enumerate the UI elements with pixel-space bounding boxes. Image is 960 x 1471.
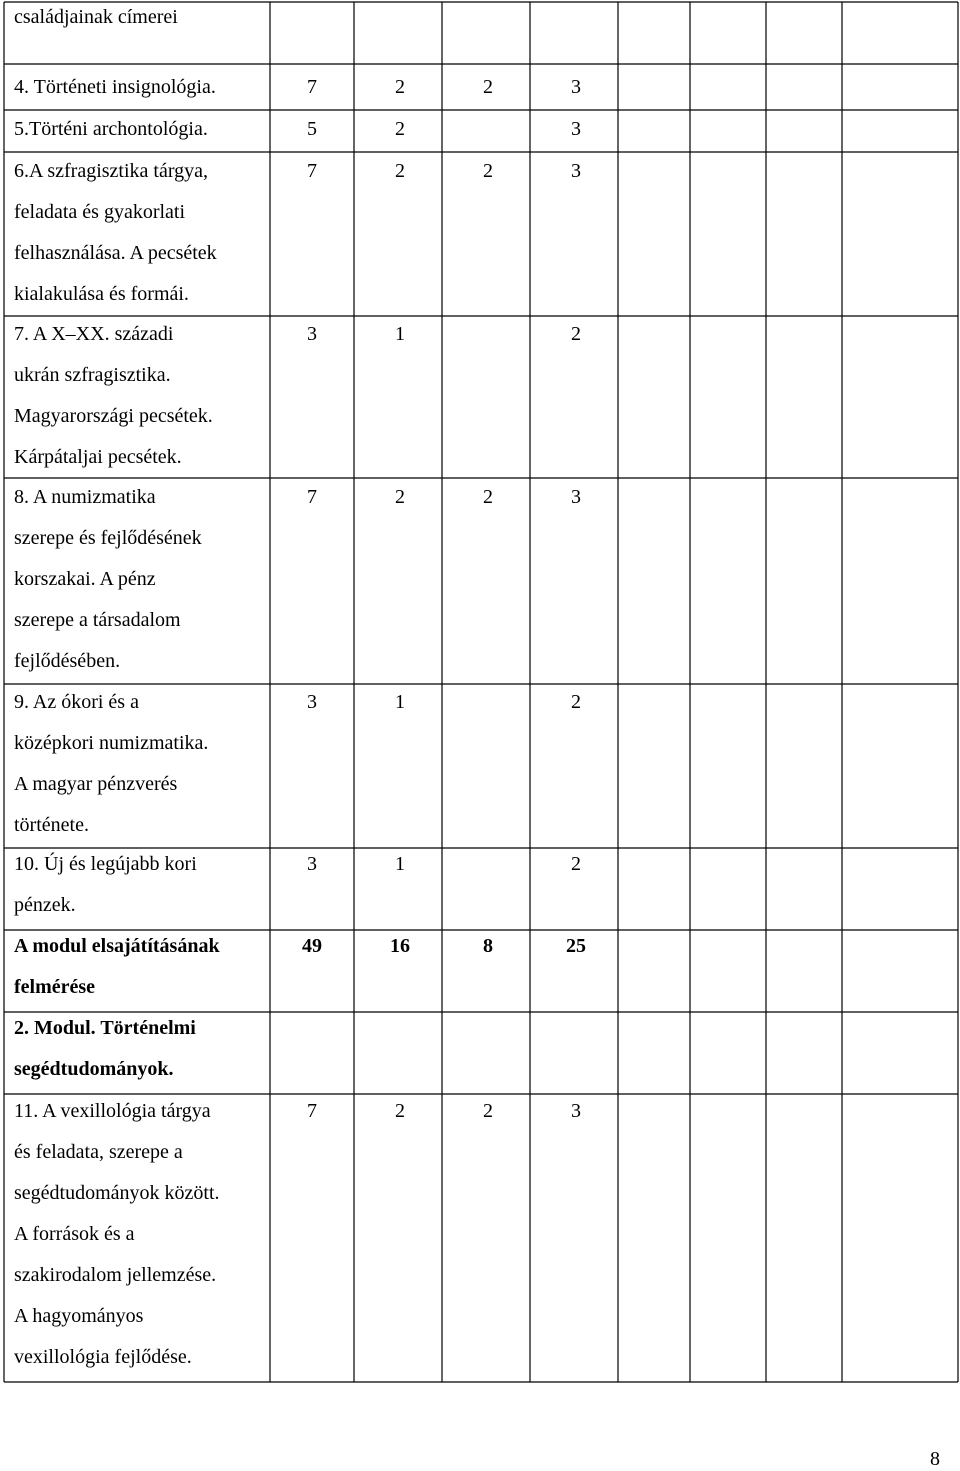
row-5-label-line-3: szerepe a társadalom xyxy=(14,609,181,631)
row-3-value-1: 2 xyxy=(395,160,405,182)
row-5-value-3: 3 xyxy=(571,486,581,508)
row-6-label-line-0: 9. Az ókori és a xyxy=(14,691,139,713)
row-8-value-0: 49 xyxy=(302,935,322,957)
row-1-value-2: 2 xyxy=(483,76,493,98)
page-number: 8 xyxy=(930,1448,940,1470)
row-8-value-1: 16 xyxy=(390,935,410,957)
row-2-value-1: 2 xyxy=(395,118,405,140)
row-10-value-0: 7 xyxy=(307,1100,317,1122)
row-10-label-line-0: 11. A vexillológia tárgya xyxy=(14,1100,211,1122)
row-1-value-3: 3 xyxy=(571,76,581,98)
row-10-value-1: 2 xyxy=(395,1100,405,1122)
row-5-label-line-2: korszakai. A pénz xyxy=(14,568,156,590)
row-1-value-0: 7 xyxy=(307,76,317,98)
row-6-value-0: 3 xyxy=(307,691,317,713)
row-3-label-line-0: 6.A szfragisztika tárgya, xyxy=(14,160,209,182)
row-5-value-2: 2 xyxy=(483,486,493,508)
row-3-value-3: 3 xyxy=(571,160,581,182)
row-10-value-2: 2 xyxy=(483,1100,493,1122)
row-4-value-1: 1 xyxy=(395,323,405,345)
row-2-value-3: 3 xyxy=(571,118,581,140)
row-6-value-3: 2 xyxy=(571,691,581,713)
row-10-label-line-6: vexillológia fejlődése. xyxy=(14,1346,192,1368)
row-6-label-line-3: története. xyxy=(14,814,89,836)
row-6-label-line-1: középkori numizmatika. xyxy=(14,732,209,754)
row-6-label-line-2: A magyar pénzverés xyxy=(14,773,178,795)
row-4-value-0: 3 xyxy=(307,323,317,345)
row-5-label-line-0: 8. A numizmatika xyxy=(14,486,156,508)
row-5-value-0: 7 xyxy=(307,486,317,508)
row-0-label-line-0: családjainak címerei xyxy=(14,6,178,28)
row-3-label-line-1: feladata és gyakorlati xyxy=(14,201,186,223)
row-4-label-line-2: Magyarországi pecsétek. xyxy=(14,405,213,427)
row-8-value-3: 25 xyxy=(566,935,586,957)
row-1-value-1: 2 xyxy=(395,76,405,98)
row-9-label-line-0: 2. Modul. Történelmi xyxy=(14,1017,196,1039)
row-3-label-line-2: felhasználása. A pecsétek xyxy=(14,242,217,264)
row-4-label-line-3: Kárpátaljai pecsétek. xyxy=(14,446,182,468)
row-10-label-line-5: A hagyományos xyxy=(14,1305,144,1327)
row-9-label-line-1: segédtudományok. xyxy=(14,1058,174,1080)
row-7-value-1: 1 xyxy=(395,853,405,875)
row-3-value-2: 2 xyxy=(483,160,493,182)
row-5-label-line-4: fejlődésében. xyxy=(14,650,121,672)
row-10-label-line-2: segédtudományok között. xyxy=(14,1182,220,1204)
row-4-label-line-1: ukrán szfragisztika. xyxy=(14,364,171,386)
row-7-value-0: 3 xyxy=(307,853,317,875)
row-10-label-line-4: szakirodalom jellemzése. xyxy=(14,1264,217,1286)
row-10-label-line-3: A források és a xyxy=(14,1223,135,1245)
row-3-value-0: 7 xyxy=(307,160,317,182)
row-7-label-line-1: pénzek. xyxy=(14,894,76,916)
row-7-value-3: 2 xyxy=(571,853,581,875)
row-2-value-0: 5 xyxy=(307,118,317,140)
row-5-label-line-1: szerepe és fejlődésének xyxy=(14,527,202,549)
row-8-value-2: 8 xyxy=(483,935,493,957)
row-10-value-3: 3 xyxy=(571,1100,581,1122)
row-4-label-line-0: 7. A X–XX. századi xyxy=(14,323,174,345)
row-4-value-3: 2 xyxy=(571,323,581,345)
row-1-label-line-0: 4. Történeti insignológia. xyxy=(14,76,216,98)
row-5-value-1: 2 xyxy=(395,486,405,508)
row-3-label-line-3: kialakulása és formái. xyxy=(14,283,189,305)
row-8-label-line-0: A modul elsajátításának xyxy=(14,935,220,957)
row-2-label-line-0: 5.Történi archontológia. xyxy=(14,118,208,140)
row-8-label-line-1: felmérése xyxy=(14,976,96,998)
row-10-label-line-1: és feladata, szerepe a xyxy=(14,1141,183,1163)
row-6-value-1: 1 xyxy=(395,691,405,713)
row-7-label-line-0: 10. Új és legújabb kori xyxy=(14,853,197,875)
